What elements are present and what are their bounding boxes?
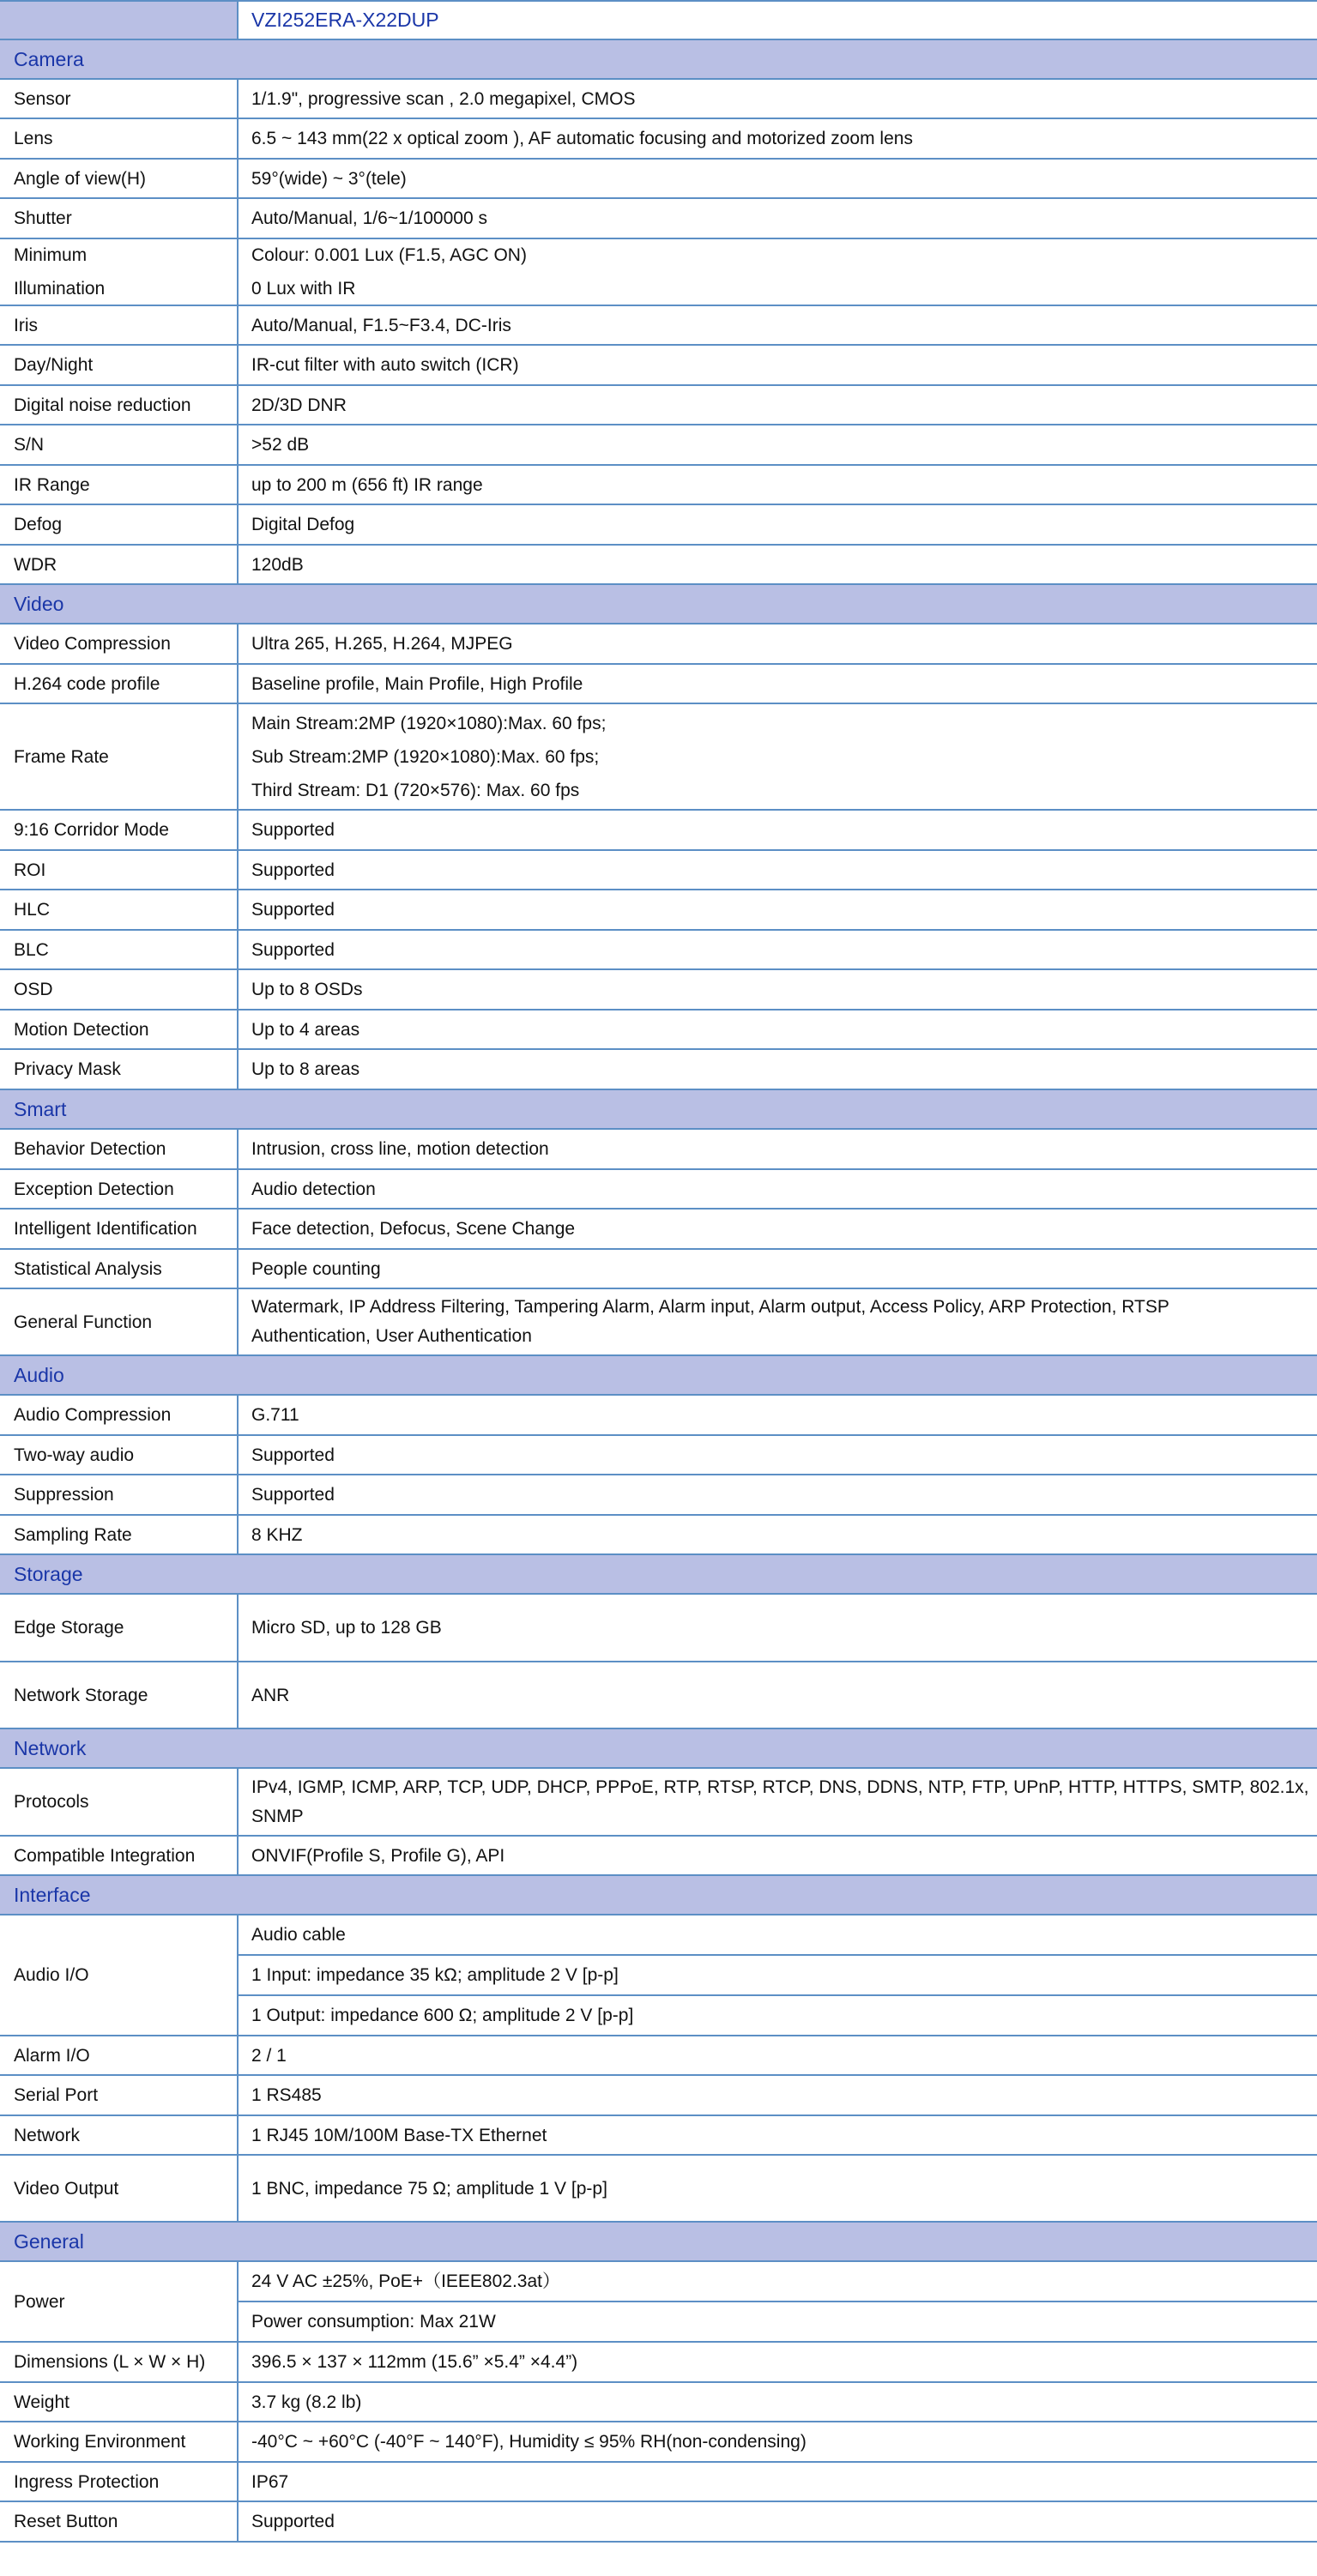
- spec-row-privacy-mask: [0, 1050, 1317, 1090]
- spec-value-line: 3.7 kg (8.2 lb): [251, 2392, 362, 2412]
- spec-label: [0, 346, 239, 384]
- spec-label-text: Dimensions (L × W × H): [14, 2352, 206, 2372]
- spec-value: [239, 239, 1317, 305]
- spec-value-line: 1 BNC, impedance 75 Ω; amplitude 1 V [p-p]: [251, 2178, 607, 2199]
- spec-label-text: Network: [14, 2125, 81, 2145]
- spec-label: [0, 386, 239, 424]
- section-title: Camera: [14, 47, 84, 70]
- spec-label-text: S/N: [14, 435, 45, 455]
- section-title: General: [14, 2229, 84, 2253]
- spec-value-line: 1/1.9", progressive scan , 2.0 megapixel, CMOS: [251, 88, 636, 109]
- spec-value-line: Face detection, Defocus, Scene Change: [251, 1219, 576, 1239]
- spec-value-line: Supported: [251, 1445, 335, 1465]
- spec-label-text: Digital noise reduction: [14, 395, 191, 415]
- section-title: Smart: [14, 1097, 67, 1120]
- spec-value: [239, 2502, 1317, 2541]
- spec-label: [0, 466, 239, 504]
- spec-row-network-storage: [0, 1662, 1317, 1729]
- spec-value-line: IR-cut filter with auto switch (ICR): [251, 355, 519, 375]
- spec-label: [0, 546, 239, 583]
- spec-value: [239, 2422, 1317, 2461]
- spec-value-line: ONVIF(Profile S, Profile G), API: [251, 1845, 505, 1866]
- spec-value-line: Up to 8 areas: [251, 1059, 360, 1079]
- spec-value: [239, 2116, 1317, 2154]
- spec-row-working-environment: [0, 2422, 1317, 2463]
- spec-label: [0, 931, 239, 968]
- spec-label: [0, 1170, 239, 1208]
- spec-label: [0, 1769, 239, 1835]
- spec-label: [0, 160, 239, 197]
- spec-label: [0, 1210, 239, 1248]
- spec-label-text: Audio I/O: [14, 1965, 89, 1985]
- spec-value-line: 24 V AC ±25%, PoE+（IEEE802.3at）: [251, 2271, 560, 2291]
- spec-label-text: Protocols: [14, 1792, 89, 1812]
- spec-label-text: Suppression: [14, 1485, 114, 1505]
- spec-row-serial-port: [0, 2076, 1317, 2116]
- spec-value: [239, 2076, 1317, 2114]
- spec-label-text: Privacy Mask: [14, 1059, 121, 1079]
- spec-value-line: Audio cable: [251, 1925, 346, 1945]
- section-header-video: [0, 585, 1317, 624]
- spec-row-blc: [0, 931, 1317, 970]
- spec-value-line: G.711: [251, 1405, 299, 1425]
- spec-row-motion-detection: [0, 1010, 1317, 1050]
- spec-value-line: Supported: [251, 1485, 335, 1505]
- spec-label-text: Behavior Detection: [14, 1139, 166, 1159]
- spec-label-text: Reset Button: [14, 2512, 118, 2531]
- spec-value-line: Sub Stream:2MP (1920×1080):Max. 60 fps;: [251, 746, 600, 767]
- spec-value-line: 120dB: [251, 554, 304, 575]
- spec-value: [239, 1769, 1317, 1835]
- spec-label: [0, 1475, 239, 1514]
- spec-label-text: Iris: [14, 315, 38, 335]
- table-header-row: [0, 0, 1317, 40]
- spec-label: [0, 1516, 239, 1553]
- spec-value-line: Main Stream:2MP (1920×1080):Max. 60 fps;: [251, 713, 607, 733]
- spec-value-line: 1 Input: impedance 35 kΩ; amplitude 2 V [p-p]: [239, 1954, 1317, 1994]
- spec-value: [239, 160, 1317, 197]
- spec-label-text: Exception Detection: [14, 1179, 174, 1199]
- spec-label-text: ROI: [14, 860, 46, 880]
- spec-label-text: Sampling Rate: [14, 1524, 132, 1545]
- spec-value-line: Authentication, User Authentication: [251, 1326, 532, 1346]
- spec-label: [0, 2422, 239, 2461]
- section-header-smart: [0, 1090, 1317, 1130]
- spec-value: [239, 306, 1317, 344]
- spec-value-line: Auto/Manual, F1.5~F3.4, DC-Iris: [251, 315, 511, 335]
- spec-label: [0, 2262, 239, 2341]
- spec-row-wdr: [0, 546, 1317, 585]
- spec-value: [239, 704, 1317, 809]
- spec-row-general-function: [0, 1289, 1317, 1356]
- spec-label-text: Day/Night: [14, 355, 94, 375]
- spec-label-text: WDR: [14, 554, 57, 575]
- spec-value: [239, 1130, 1317, 1168]
- spec-label: [0, 1915, 239, 2035]
- header-label-cell: [0, 2, 239, 39]
- spec-label-text: Illumination: [14, 279, 106, 299]
- spec-value: [239, 1396, 1317, 1434]
- spec-value-line: 396.5 × 137 × 112mm (15.6” ×5.4” ×4.4”): [251, 2352, 578, 2372]
- spec-row-roi: [0, 851, 1317, 890]
- spec-value-line: Up to 8 OSDs: [251, 980, 363, 999]
- spec-label: [0, 1130, 239, 1168]
- spec-row-ir-range: [0, 466, 1317, 505]
- spec-row-audio-compression: [0, 1396, 1317, 1436]
- spec-row-ingress-protection: [0, 2463, 1317, 2502]
- spec-value: [239, 2383, 1317, 2421]
- spec-label-text: OSD: [14, 980, 53, 999]
- spec-label: [0, 80, 239, 118]
- spec-value-line: 0 Lux with IR: [251, 279, 356, 299]
- spec-row-two-way-audio: [0, 1436, 1317, 1475]
- spec-label: [0, 306, 239, 344]
- spec-value: [239, 1050, 1317, 1089]
- spec-label: [0, 624, 239, 663]
- spec-value-line: 1 RS485: [251, 2085, 322, 2105]
- spec-row-exception-detection: [0, 1170, 1317, 1210]
- spec-row-h-264-code-profile: [0, 665, 1317, 704]
- spec-row-digital-noise-reduction: [0, 386, 1317, 425]
- spec-value-line: 6.5 ~ 143 mm(22 x optical zoom ), AF automatic focusing and motorized zoom lens: [251, 129, 913, 148]
- spec-value: [239, 1250, 1317, 1288]
- spec-row-sampling-rate: [0, 1516, 1317, 1555]
- section-header-general: [0, 2223, 1317, 2262]
- spec-label-text: Intelligent Identification: [14, 1219, 197, 1239]
- spec-label-text: H.264 code profile: [14, 673, 160, 694]
- spec-row-defog: [0, 505, 1317, 546]
- spec-row-weight: [0, 2383, 1317, 2422]
- spec-label: [0, 704, 239, 809]
- spec-label: [0, 2036, 239, 2074]
- spec-row-suppression: [0, 1475, 1317, 1516]
- spec-label-text: Sensor: [14, 88, 71, 109]
- section-title: Network: [14, 1736, 87, 1759]
- section-header-interface: [0, 1876, 1317, 1915]
- spec-value-line: Digital Defog: [251, 515, 355, 534]
- spec-value: [239, 1837, 1317, 1874]
- spec-label: [0, 1289, 239, 1354]
- spec-value: [239, 466, 1317, 504]
- model-name: VZI252ERA-X22DUP: [251, 9, 439, 31]
- spec-value: [239, 119, 1317, 158]
- spec-label: [0, 665, 239, 703]
- spec-value-line: Auto/Manual, 1/6~1/100000 s: [251, 208, 487, 228]
- spec-value-line: Supported: [251, 860, 335, 880]
- spec-label: [0, 2116, 239, 2154]
- spec-value-line: IP67: [251, 2471, 289, 2492]
- spec-label-text: Shutter: [14, 208, 72, 228]
- spec-label-text: IR Range: [14, 474, 90, 495]
- spec-value: [239, 1436, 1317, 1474]
- spec-row-intelligent-identification: [0, 1210, 1317, 1250]
- spec-value-line: Supported: [251, 2512, 335, 2531]
- spec-label-text: Weight: [14, 2392, 69, 2412]
- spec-label: [0, 2502, 239, 2541]
- spec-value: [239, 546, 1317, 583]
- spec-value-line: Intrusion, cross line, motion detection: [251, 1139, 549, 1159]
- spec-label: [0, 2076, 239, 2114]
- section-header-storage: [0, 1555, 1317, 1595]
- spec-label-text: 9:16 Corridor Mode: [14, 820, 169, 840]
- spec-value: [239, 811, 1317, 849]
- spec-row-frame-rate: [0, 704, 1317, 811]
- spec-label: [0, 505, 239, 544]
- spec-value-line: People counting: [251, 1258, 381, 1279]
- spec-row-video-output: [0, 2156, 1317, 2223]
- spec-value: [239, 1475, 1317, 1514]
- spec-value-line: 1 RJ45 10M/100M Base-TX Ethernet: [251, 2125, 547, 2145]
- spec-row-behavior-detection: [0, 1130, 1317, 1170]
- header-model-cell: [239, 2, 1317, 39]
- spec-value-line: Micro SD, up to 128 GB: [251, 1618, 442, 1638]
- spec-value-line: Audio detection: [251, 1179, 376, 1199]
- spec-label-text: Compatible Integration: [14, 1845, 196, 1866]
- spec-value: [239, 1662, 1317, 1728]
- spec-value-line: 2D/3D DNR: [251, 395, 347, 415]
- spec-label-text: General Function: [14, 1312, 153, 1332]
- spec-label: [0, 2383, 239, 2421]
- spec-row-audio-i-o: [0, 1915, 1317, 2036]
- spec-value-line: IPv4, IGMP, ICMP, ARP, TCP, UDP, DHCP, PPPoE, RTP, RTSP, RTCP, DNS, DDNS, NTP, FTP, UPnP, HTTP, HTTPS, SMTP, 802.1x,: [251, 1777, 1309, 1797]
- spec-value-line: Third Stream: D1 (720×576): Max. 60 fps: [251, 780, 580, 800]
- spec-label: [0, 1595, 239, 1661]
- spec-row-statistical-analysis: [0, 1250, 1317, 1289]
- spec-value-line: Ultra 265, H.265, H.264, MJPEG: [251, 634, 513, 654]
- spec-value: [239, 970, 1317, 1009]
- spec-value: [239, 1170, 1317, 1208]
- spec-value-line: up to 200 m (656 ft) IR range: [251, 474, 483, 495]
- spec-label: [0, 1837, 239, 1874]
- spec-label: [0, 1250, 239, 1288]
- spec-value: [239, 1210, 1317, 1248]
- spec-label: [0, 1396, 239, 1434]
- spec-value: [239, 386, 1317, 424]
- spec-label: [0, 425, 239, 464]
- spec-row-minimum-illumination: [0, 239, 1317, 306]
- spec-row-iris: [0, 306, 1317, 346]
- spec-label: [0, 811, 239, 849]
- spec-value: [239, 425, 1317, 464]
- spec-value: [239, 624, 1317, 663]
- spec-label-text: Minimum: [14, 245, 88, 265]
- spec-label-text: Edge Storage: [14, 1618, 124, 1638]
- spec-value: [239, 851, 1317, 889]
- section-header-network: [0, 1729, 1317, 1769]
- spec-value-line: ANR: [251, 1685, 290, 1705]
- spec-value-line: Supported: [251, 939, 335, 960]
- spec-value-line: 8 KHZ: [251, 1524, 303, 1545]
- spec-label-text: Video Output: [14, 2178, 119, 2199]
- spec-label: [0, 851, 239, 889]
- spec-value-line: Supported: [251, 900, 335, 920]
- spec-row-hlc: [0, 890, 1317, 931]
- spec-label-text: HLC: [14, 900, 51, 920]
- spec-value: [239, 1516, 1317, 1553]
- spec-row-protocols: [0, 1769, 1317, 1837]
- spec-value-line: Watermark, IP Address Filtering, Tampering Alarm, Alarm input, Alarm output, Access Policy, ARP Protection, RTSP: [251, 1297, 1169, 1317]
- spec-label: [0, 119, 239, 158]
- spec-row-alarm-i-o: [0, 2036, 1317, 2076]
- spec-label: [0, 199, 239, 238]
- spec-label-text: Defog: [14, 515, 63, 534]
- spec-label-text: Lens: [14, 129, 53, 148]
- spec-row-s-n: [0, 425, 1317, 466]
- spec-value-line: >52 dB: [251, 435, 310, 455]
- spec-row-shutter: [0, 199, 1317, 239]
- spec-value-line: SNMP: [251, 1806, 304, 1826]
- spec-value: [239, 1595, 1317, 1661]
- spec-label-text: Serial Port: [14, 2085, 99, 2105]
- spec-label-text: Two-way audio: [14, 1445, 135, 1465]
- spec-label: [0, 1050, 239, 1089]
- spec-row-sensor: [0, 80, 1317, 119]
- spec-row-reset-button: [0, 2502, 1317, 2543]
- spec-row-network: [0, 2116, 1317, 2156]
- spec-label: [0, 890, 239, 929]
- spec-value-line: Baseline profile, Main Profile, High Profile: [251, 673, 583, 694]
- spec-value-line: 59°(wide) ~ 3°(tele): [251, 168, 407, 189]
- spec-value-line: 2 / 1: [251, 2045, 287, 2066]
- spec-label-text: Frame Rate: [14, 746, 109, 767]
- spec-value: [239, 505, 1317, 544]
- spec-value-line: Up to 4 areas: [251, 1019, 360, 1040]
- spec-label-text: Video Compression: [14, 634, 171, 654]
- spec-label-text: Motion Detection: [14, 1019, 149, 1040]
- spec-value: [239, 2343, 1317, 2381]
- spec-label: [0, 2156, 239, 2221]
- spec-label-text: Ingress Protection: [14, 2471, 160, 2492]
- spec-label: [0, 1010, 239, 1048]
- spec-value: [239, 2156, 1317, 2221]
- spec-value: [239, 1010, 1317, 1048]
- spec-value-line: Supported: [251, 820, 335, 840]
- spec-label-text: Alarm I/O: [14, 2045, 90, 2066]
- spec-row-lens: [0, 119, 1317, 160]
- spec-label: [0, 239, 239, 305]
- spec-row-9-16-corridor-mode: [0, 811, 1317, 851]
- spec-row-angle-of-view-h: [0, 160, 1317, 199]
- spec-label-text: BLC: [14, 939, 49, 960]
- spec-label: [0, 970, 239, 1009]
- spec-value-line: Power consumption: Max 21W: [239, 2301, 1317, 2341]
- spec-row-edge-storage: [0, 1595, 1317, 1662]
- spec-label: [0, 1662, 239, 1728]
- spec-value: [239, 2463, 1317, 2501]
- spec-row-video-compression: [0, 624, 1317, 665]
- section-title: Storage: [14, 1562, 83, 1585]
- spec-row-dimensions-l-w-h: [0, 2343, 1317, 2383]
- spec-label: [0, 1436, 239, 1474]
- spec-row-day-night: [0, 346, 1317, 386]
- spec-value: [239, 2036, 1317, 2074]
- section-title: Interface: [14, 1883, 91, 1906]
- spec-value: [239, 1289, 1317, 1354]
- spec-label-text: Audio Compression: [14, 1405, 172, 1425]
- spec-label-text: Angle of view(H): [14, 168, 147, 189]
- spec-row-osd: [0, 970, 1317, 1010]
- spec-value: [239, 346, 1317, 384]
- spec-value: [239, 2262, 1317, 2341]
- spec-label-text: Statistical Analysis: [14, 1258, 162, 1279]
- spec-value-line: -40°C ~ +60°C (-40°F ~ 140°F), Humidity ≤ 95% RH(non-condensing): [251, 2432, 807, 2452]
- spec-label-text: Power: [14, 2291, 65, 2312]
- spec-label-text: Working Environment: [14, 2432, 186, 2452]
- spec-value: [239, 665, 1317, 703]
- spec-value: [239, 199, 1317, 238]
- section-title: Video: [14, 592, 64, 615]
- spec-label: [0, 2343, 239, 2381]
- spec-value-line: Colour: 0.001 Lux (F1.5, AGC ON): [251, 245, 527, 265]
- spec-label: [0, 2463, 239, 2501]
- spec-value: [239, 80, 1317, 118]
- spec-row-power: [0, 2262, 1317, 2343]
- spec-label-text: Network Storage: [14, 1685, 148, 1705]
- spec-row-compatible-integration: [0, 1837, 1317, 1876]
- spec-value: [239, 1915, 1317, 2035]
- section-header-camera: [0, 40, 1317, 80]
- section-title: Audio: [14, 1363, 64, 1386]
- spec-value: [239, 890, 1317, 929]
- spec-value-line: 1 Output: impedance 600 Ω; amplitude 2 V [p-p]: [239, 1994, 1317, 2035]
- spec-value: [239, 931, 1317, 968]
- section-header-audio: [0, 1356, 1317, 1396]
